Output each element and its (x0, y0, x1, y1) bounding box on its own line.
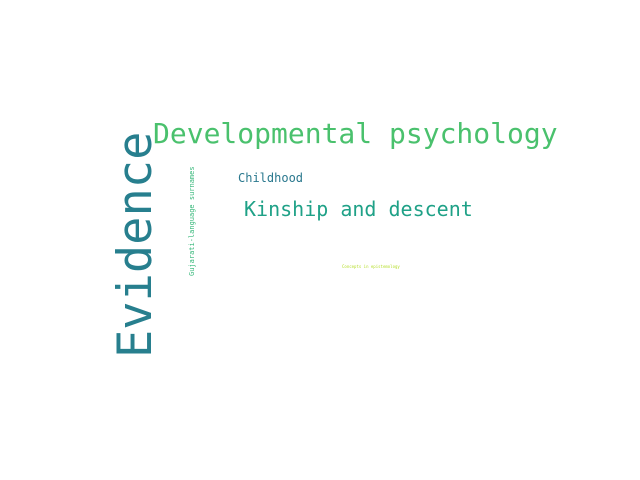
word-developmental-psychology: Developmental psychology (153, 117, 558, 150)
word-childhood: Childhood (238, 171, 304, 185)
word-evidence: Evidence (108, 131, 163, 358)
word-concepts-in-epistemology: Concepts in epistemology (342, 264, 400, 269)
word-kinship-and-descent: Kinship and descent (244, 197, 473, 221)
word-gujarati-language-surnames: Gujarati-language surnames (188, 166, 196, 276)
